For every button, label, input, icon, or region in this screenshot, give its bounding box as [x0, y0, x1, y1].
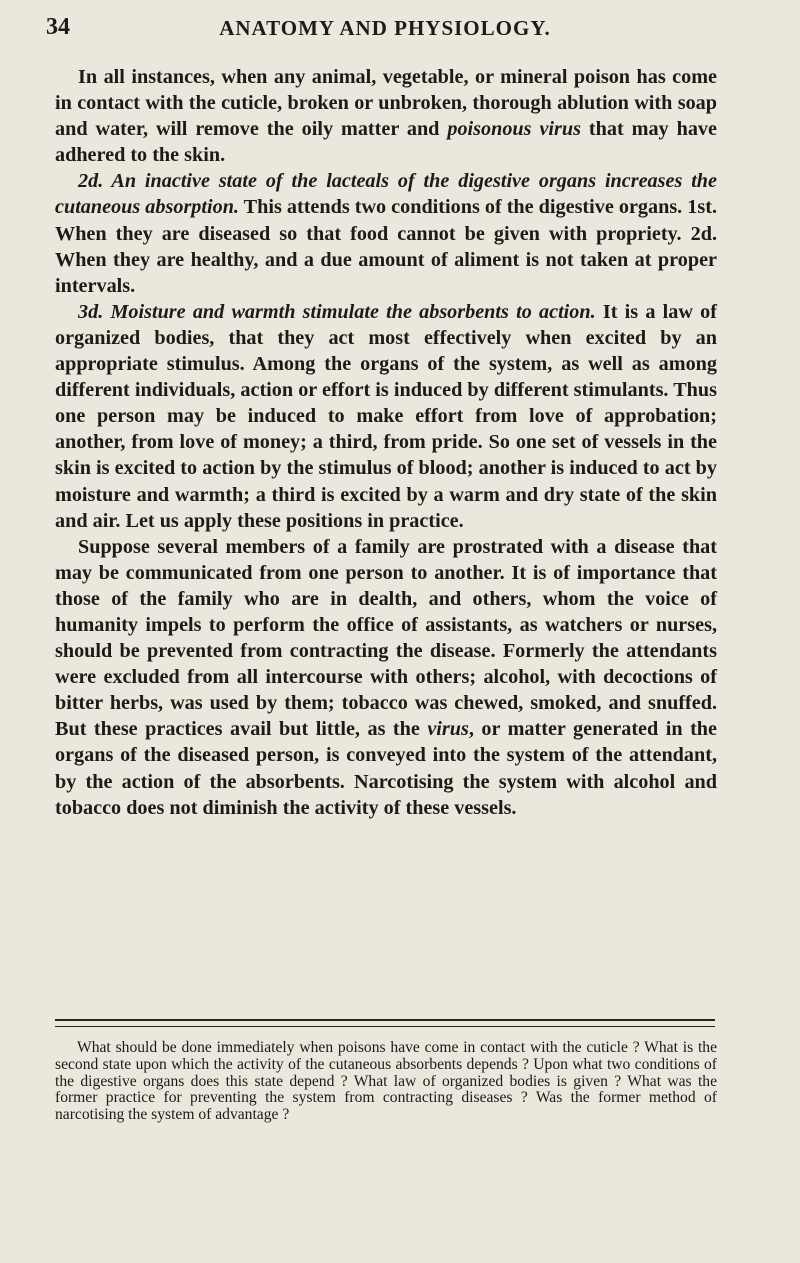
page-header	[46, 14, 724, 44]
paragraph-4-italic: virus	[427, 718, 469, 741]
paragraph-2-heading: 2d. An inactive state of the lacteals of the digestive organs increases the cutaneous absorption.	[55, 170, 717, 219]
paragraph-2	[55, 168, 717, 298]
paragraph-2-text: This attends two conditions of the digestive organs. 1st. When they are diseased so that food cannot be given with propriety. 2d. When they are healthy, and a due amount of aliment is not taken at proper intervals.	[55, 196, 717, 297]
paragraph-1-text-a: In all instances, when any animal, vegetable, or mineral poison has come in contact with the cuticle, broken or unbroken, thorough ablution with soap and water, will remove the oily matter and	[55, 66, 717, 141]
paragraph-4-text-a: Suppose several members of a family are prostrated with a disease that may be communicated from one person to another. It is of importance that those of the family who are in dealth, and others, whom the voice of humanity impels to perform the office of assistants, as watchers or nurses, should be prevented from contracting the disease. Formerly the attendants were excluded from all intercourse with others; alcohol, with decoctions of bitter herbs, was used by them; tobacco was chewed, smoked, and snuffed. But these practices avail but little, as the	[55, 535, 717, 741]
running-head: ANATOMY AND PHYSIOLOGY.	[219, 16, 551, 40]
questions-text: What should be done immediately when poisons have come in contact with the cuticle ? What is the second state upon which the activity of the cutaneous absorbents depends ? Upon what two conditions of the digestive organs does this state depend ? What law of organized bodies is given ? What was the former practice for preventing the system from contracting diseases ? Was the former method of narcotising the system of advantage ?	[55, 1039, 717, 1124]
study-questions	[55, 1040, 717, 1124]
paragraph-3	[55, 299, 717, 534]
body-text	[55, 64, 717, 821]
footnote-rule	[55, 1019, 715, 1021]
paragraph-3-text: It is a law of organized bodies, that they act most effectively when excited by an appropriate stimulus. Among the organs of the system, as well as among different individuals, action or effort is induced by different stimulants. Thus one person may be induced to make effort from love of approbation; another, from love of money; a third, from pride. So one set of vessels in the skin is excited to action by the stimulus of blood; another is induced to act by moisture and warmth; a third is excited by a warm and dry state of the skin and air. Let us apply these positions in practice.	[55, 300, 717, 532]
paragraph-1-italic: poisonous virus	[447, 118, 581, 141]
paragraph-1	[55, 64, 717, 168]
footnote-rule-thin	[55, 1026, 715, 1027]
paragraph-4-text-c: , or matter generated in the organs of the diseased person, is conveyed into the system of the attendant, by the action of the absorbents. Narcotising the system with alcohol and tobacco does not diminish the activity of these vessels.	[55, 718, 717, 819]
page-number: 34	[46, 14, 70, 40]
paragraph-1-text-c: that may have adhered to the skin.	[55, 118, 717, 167]
paragraph-3-heading: 3d. Moisture and warmth stimulate the absorbents to action.	[78, 300, 596, 323]
paragraph-4	[55, 534, 717, 821]
